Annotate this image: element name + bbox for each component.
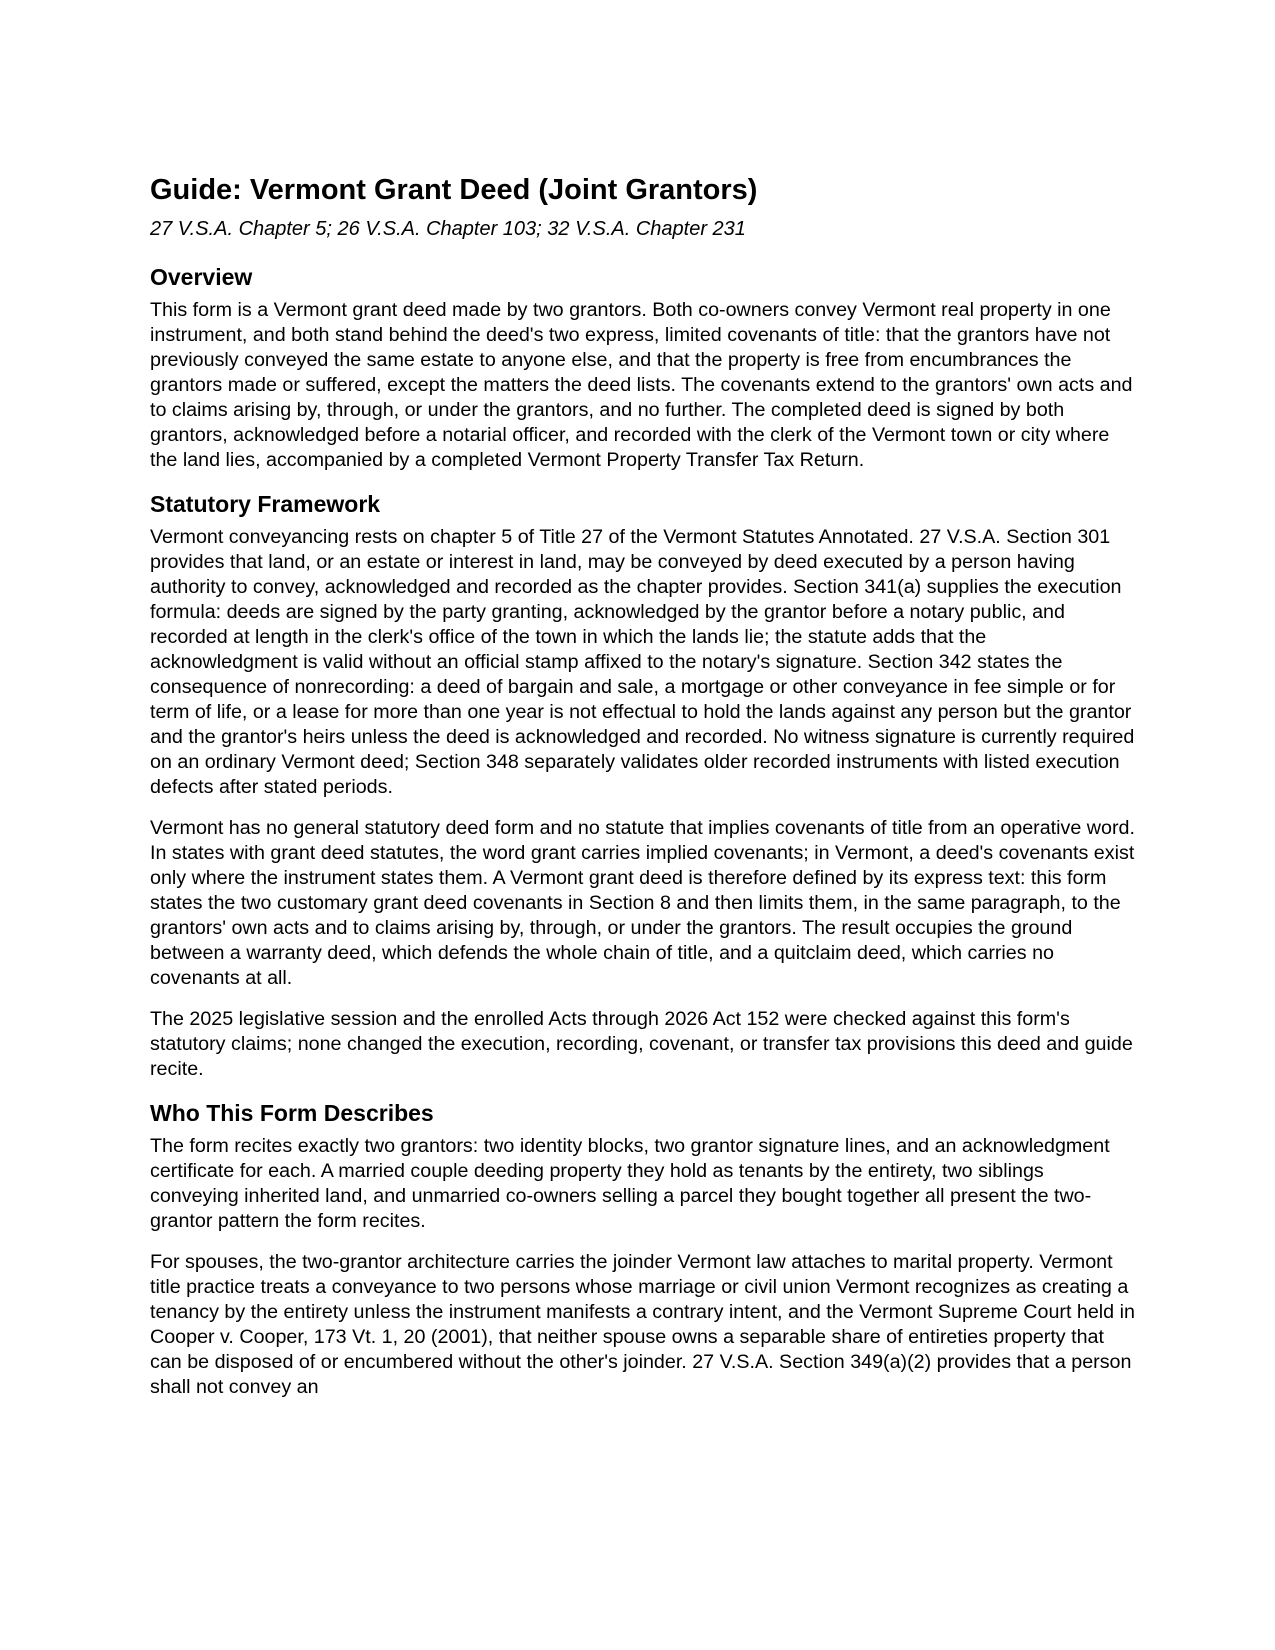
- section-who-this-form-describes: [150, 1098, 1135, 1400]
- page-title: Guide: Vermont Grant Deed (Joint Grantors): [150, 174, 758, 206]
- section-overview: [150, 262, 1135, 473]
- section-heading: Overview: [150, 264, 253, 290]
- paragraph: The 2025 legislative session and the enrolled Acts through 2026 Act 152 were checked against this form's statutory claims; none changed the execution, recording, covenant, or transfer tax provisions this deed and guide recite.: [150, 1008, 1133, 1080]
- section-statutory-framework: [150, 489, 1135, 1082]
- paragraph: For spouses, the two-grantor architecture carries the joinder Vermont law attaches to marital property. Vermont title practice treats a conveyance to two persons whose marriage or civil union Vermont recognizes as creating a tenancy by the entirety unless the instrument manifests a contrary intent, and the Vermont Supreme Court held in Cooper v. Cooper, 173 Vt. 1, 20 (2001), that neither spouse owns a separable share of entireties property that can be disposed of or encumbered without the other's joinder. 27 V.S.A. Section 349(a)(2) provides that a person shall not convey an: [150, 1251, 1135, 1398]
- section-heading: Statutory Framework: [150, 491, 381, 517]
- document-page: [150, 172, 1135, 1416]
- section-heading: Who This Form Describes: [150, 1100, 434, 1126]
- paragraph: Vermont has no general statutory deed form and no statute that implies covenants of title from an operative word. In states with grant deed statutes, the word grant carries implied covenants; in Vermont, a deed's covenants exist only where the instrument states them. A Vermont grant deed is therefore defined by its express text: this form states the two customary grant deed covenants in Section 8 and then limits them, in the same paragraph, to the grantors' own acts and to claims arising by, through, or under the grantors. The result occupies the ground between a warranty deed, which defends the whole chain of title, and a quitclaim deed, which carries no covenants at all.: [150, 817, 1135, 989]
- paragraph: This form is a Vermont grant deed made by two grantors. Both co-owners convey Vermont real property in one instrument, and both stand behind the deed's two express, limited covenants of title: that the grantors have not previously conveyed the same estate to anyone else, and that the property is free from encumbrances the grantors made or suffered, except the matters the deed lists. The covenants extend to the grantors' own acts and to claims arising by, through, or under the grantors, and no further. The completed deed is signed by both grantors, acknowledged before a notarial officer, and recorded with the clerk of the Vermont town or city where the land lies, accompanied by a completed Vermont Property Transfer Tax Return.: [150, 299, 1133, 471]
- statute-citation: 27 V.S.A. Chapter 5; 26 V.S.A. Chapter 103; 32 V.S.A. Chapter 231: [150, 218, 746, 240]
- paragraph: Vermont conveyancing rests on chapter 5 of Title 27 of the Vermont Statutes Annotated. 27 V.S.A. Section 301 provides that land, or an estate or interest in land, may be conveyed by deed executed by a person having authority to convey, acknowledged and recorded as the chapter provides. Section 341(a) supplies the execution formula: deeds are signed by the party granting, acknowledged by the grantor before a notary public, and recorded at length in the clerk's office of the town in which the lands lie; the statute adds that the acknowledgment is valid without an official stamp affixed to the notary's signature. Section 342 states the consequence of nonrecording: a deed of bargain and sale, a mortgage or other conveyance in fee simple or for term of life, or a lease for more than one year is not effectual to hold the lands against any person but the grantor and the grantor's heirs unless the deed is acknowledged and recorded. No witness signature is currently required on an ordinary Vermont deed; Section 348 separately validates older recorded instruments with listed execution defects after stated periods.: [150, 526, 1135, 798]
- paragraph: The form recites exactly two grantors: two identity blocks, two grantor signature lines, and an acknowledgment certificate for each. A married couple deeding property they hold as tenants by the entirety, two siblings conveying inherited land, and unmarried co-owners selling a parcel they bought together all present the two-grantor pattern the form recites.: [150, 1135, 1110, 1232]
